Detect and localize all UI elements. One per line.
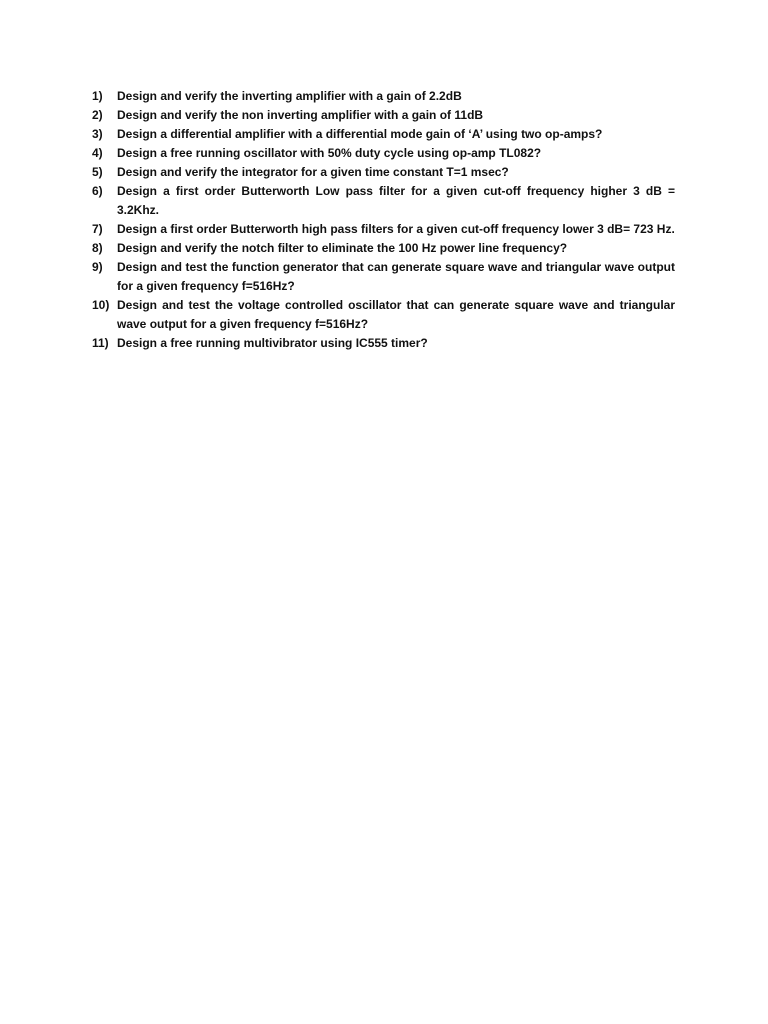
question-text: Design and test the voltage controlled oscillator that can generate square wave and triangular wave output for a given frequency f=516Hz?: [117, 298, 675, 331]
question-item-11: [92, 334, 675, 353]
question-text: Design a free running multivibrator using IC555 timer?: [117, 336, 428, 350]
question-text: Design a free running oscillator with 50% duty cycle using op-amp TL082?: [117, 146, 542, 160]
question-text: Design and verify the non inverting amplifier with a gain of 11dB: [117, 108, 484, 122]
question-number: 5): [92, 165, 103, 179]
question-item-10: [92, 296, 675, 334]
question-text: Design and verify the inverting amplifier with a gain of 2.2dB: [117, 89, 462, 103]
question-item-6: [92, 182, 675, 220]
question-list: [92, 87, 675, 353]
question-text: Design and verify the notch filter to eliminate the 100 Hz power line frequency?: [117, 241, 568, 255]
question-item-9: [92, 258, 675, 296]
question-text: Design a differential amplifier with a differential mode gain of ‘A’ using two op-amps?: [117, 127, 603, 141]
question-item-1: [92, 87, 675, 106]
question-item-5: [92, 163, 675, 182]
question-item-3: [92, 125, 675, 144]
question-text: Design a first order Butterworth Low pass filter for a given cut-off frequency higher 3 dB = 3.2Khz.: [117, 184, 675, 217]
question-item-2: [92, 106, 675, 125]
question-number: 1): [92, 89, 103, 103]
question-number: 6): [92, 184, 103, 198]
question-item-7: [92, 220, 675, 239]
question-number: 11): [92, 336, 109, 350]
question-text: Design and test the function generator that can generate square wave and triangular wave output for a given frequency f=516Hz?: [117, 260, 675, 293]
question-number: 9): [92, 260, 103, 274]
question-number: 3): [92, 127, 103, 141]
question-text: Design and verify the integrator for a given time constant T=1 msec?: [117, 165, 509, 179]
question-item-8: [92, 239, 675, 258]
question-item-4: [92, 144, 675, 163]
question-number: 8): [92, 241, 103, 255]
question-number: 4): [92, 146, 103, 160]
question-number: 10): [92, 298, 110, 312]
question-text: Design a first order Butterworth high pass filters for a given cut-off frequency lower 3 dB= 723 Hz.: [117, 222, 675, 236]
question-number: 2): [92, 108, 103, 122]
question-number: 7): [92, 222, 103, 236]
